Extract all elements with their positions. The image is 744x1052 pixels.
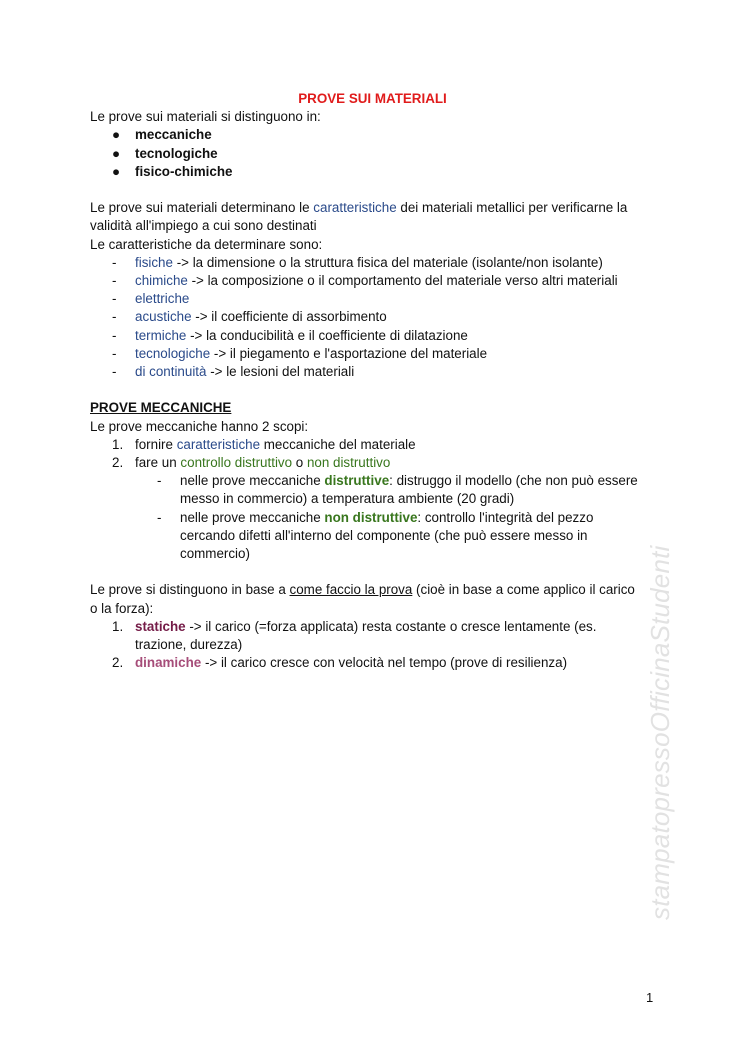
list-item: - fisiche -> la dimensione o la struttura fisica del materiale (isolante/non isolante) xyxy=(90,254,655,272)
dash-icon: - xyxy=(112,345,117,361)
dash-icon: - xyxy=(112,309,117,325)
dash-icon: - xyxy=(112,273,117,289)
watermark: stampatopressoOfficinaStudenti xyxy=(645,545,675,920)
dash-icon: - xyxy=(112,327,117,343)
list-item: - tecnologiche -> il piegamento e l'asportazione del materiale xyxy=(90,345,655,363)
dash-icon: - xyxy=(157,473,162,489)
paragraph: Le prove si distinguono in base a come faccio la prova (cioè in base a come applico il carico xyxy=(90,582,635,598)
list-item: ● tecnologiche xyxy=(90,145,655,163)
bullet-icon: ● xyxy=(112,145,121,161)
section-intro: Le prove meccaniche hanno 2 scopi: xyxy=(90,418,309,434)
bullet-icon: ● xyxy=(112,163,121,179)
sub-list-item: - nelle prove meccaniche non distruttive: controllo l'integrità del pezzo xyxy=(90,509,655,527)
list-item: 2. fare un controllo distruttivo o non distruttivo xyxy=(112,455,391,471)
dash-icon: - xyxy=(112,291,117,307)
dash-icon: - xyxy=(112,254,117,270)
list-item: - chimiche -> la composizione o il comportamento del materiale verso altri materiali xyxy=(90,272,655,290)
page-number: 1 xyxy=(646,990,654,1005)
paragraph: Le prove sui materiali determinano le caratteristiche dei materiali metallici per verificarne la xyxy=(90,200,628,216)
list-item: 1. fornire caratteristiche meccaniche del materiale xyxy=(112,436,416,452)
sub-list-item: - nelle prove meccaniche distruttive: distruggo il modello (che non può essere xyxy=(90,472,655,490)
list-item: ● meccaniche xyxy=(90,126,655,144)
paragraph-cont: validità all'impiego a cui sono destinati xyxy=(90,218,317,234)
list-item: - elettriche xyxy=(90,290,655,308)
list-item: 2. dinamiche -> il carico cresce con velocità nel tempo (prove di resilienza) xyxy=(112,655,568,671)
list-item: - di continuità -> le lesioni del materiali xyxy=(90,363,655,381)
page-title: PROVE SUI MATERIALI xyxy=(298,91,447,106)
dash-icon: - xyxy=(112,364,117,380)
bullet-icon: ● xyxy=(112,127,121,143)
document-page: PROVE SUI MATERIALI Le prove sui materiali si distinguono in: ● meccaniche ● tecnologiche ● fisico-chimiche Le prove sui materiali determinano le caratteristiche dei materiali metallici per verificarne la validità all'impiego a cui sono destinati Le caratteristiche da determinare sono: - fisiche -> la dimensione o la struttura fisica del materiale (isolante/non isolante) - chimiche -> la composizione o il comportamento del materiale verso altri materiali - elettriche - acustiche -> il coefficiente di assorbimento - termiche -> la conducibilità e il coefficiente di dilatazione - tecnologiche -> il piegamento e l'asportazione del materiale - di continuità -> le lesioni del materiali PROVE MECCANICHE Le prove meccaniche hanno 2 scopi: 1. fornire caratteristiche meccaniche del materiale 2. fare un controllo distruttivo o non distruttivo - nelle prove meccaniche distruttive: distruggo il modello (che non può essere messo in commercio) a temperatura ambiente (20 gradi) - nelle prove meccaniche non distruttive: controllo l'integrità del pezzo cercando difetti all'interno del componente (che può essere messo in commercio) Le prove si distinguono in base a come faccio la prova (cioè in base a come applico il carico o la forza): 1. statiche -> il carico (=forza applicata) resta costante o cresce lentamente (es. trazione, durezza) 2. dinamiche -> il carico cresce con velocità nel tempo (prove di resilienza) xyxy=(90,90,655,672)
dash-icon: - xyxy=(157,509,162,525)
list-item: 1. statiche -> il carico (=forza applicata) resta costante o cresce lentamente (es. xyxy=(112,618,597,634)
list-item: - acustiche -> il coefficiente di assorbimento xyxy=(90,308,655,326)
characteristics-intro: Le caratteristiche da determinare sono: xyxy=(90,236,323,252)
intro-text: Le prove sui materiali si distinguono in: xyxy=(90,109,321,125)
paragraph-cont: o la forza): xyxy=(90,600,154,616)
list-item: - termiche -> la conducibilità e il coefficiente di dilatazione xyxy=(90,327,655,345)
list-item: ● fisico-chimiche xyxy=(90,163,655,181)
section-heading: PROVE MECCANICHE xyxy=(90,400,232,416)
